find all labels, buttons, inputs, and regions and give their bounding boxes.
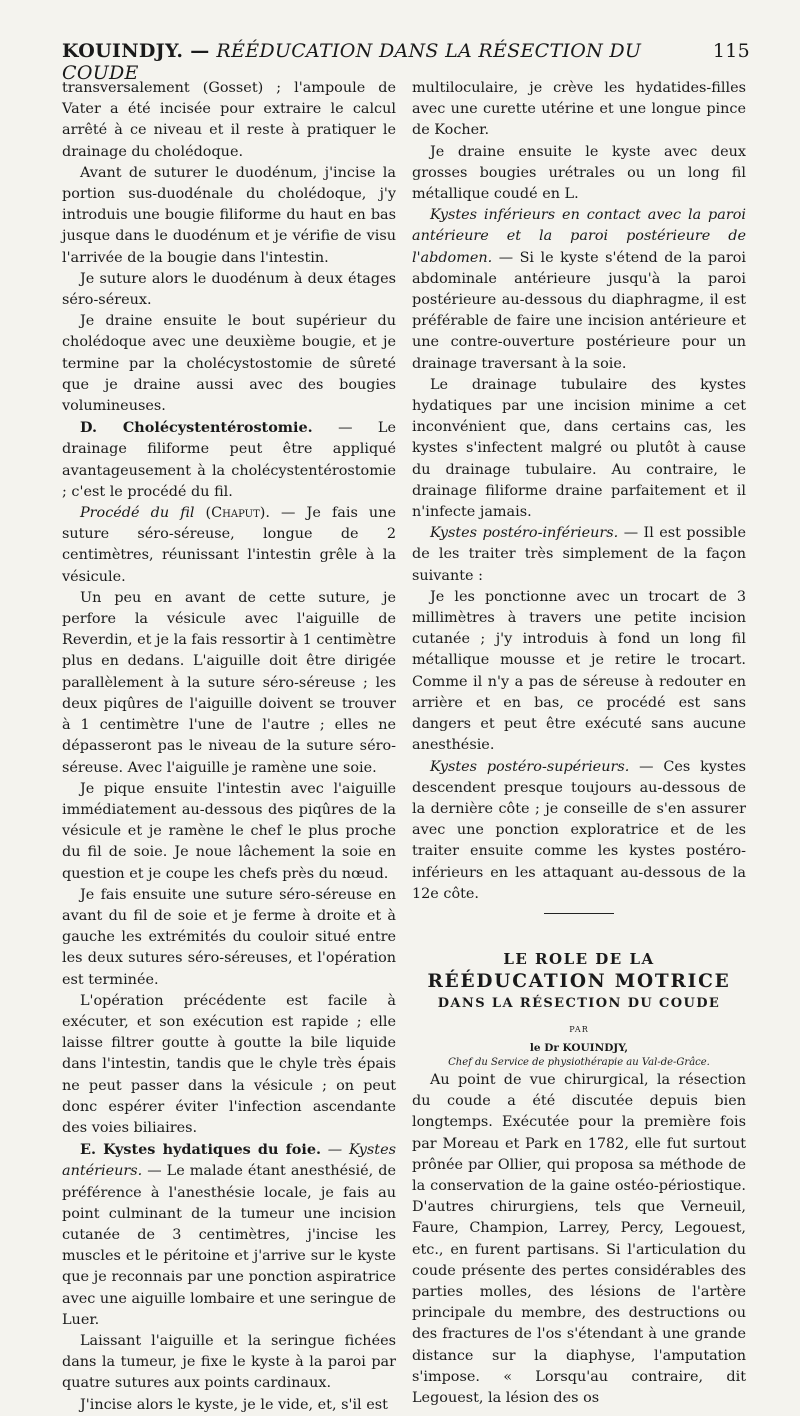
right-paragraph xyxy=(412,523,746,587)
left-paragraph xyxy=(62,503,396,588)
page-number: 115 xyxy=(712,40,750,62)
article-title-line2: RÉÉDUCATION MOTRICE xyxy=(427,970,731,992)
article-title-block xyxy=(412,948,746,1070)
left-paragraph xyxy=(62,1331,396,1395)
author-citation: (Chaput). xyxy=(205,505,270,522)
header-title: RÉÉDUCATION DANS LA RÉSECTION DU COUDE xyxy=(62,40,642,84)
right-paragraph xyxy=(412,142,746,206)
article-title-line1: LE ROLE DE LA xyxy=(503,949,655,968)
right-paragraph xyxy=(412,78,746,142)
paragraph-italic-lead: Kystes inférieurs en contact avec la paroi antérieure et la paroi postérieure de l'abdomen. xyxy=(412,207,746,266)
paragraph-text: Le drainage tubulaire des kystes hydatiques par une incision minime a cet inconvénient que, dans certains cas, les kystes s'infectent malgré ou plutôt à cause du drainage tubulaire. Au contraire, le drainage filiforme draine parfaitement et il n'infecte jamais. xyxy=(412,376,746,521)
paragraph-text: Je draine ensuite le kyste avec deux grosses bougies urétrales ou un long fil métallique coudé en L. xyxy=(412,143,746,203)
paragraph-text: — Si le kyste s'étend de la paroi abdominale antérieure jusqu'à la paroi postérieure au-dessous du diaphragme, il est préférable de faire une incision antérieure et une contre-ouverture postérieure pour un drainage traversant à la soie. xyxy=(412,249,746,372)
left-paragraph xyxy=(62,163,396,269)
paragraph-text: Je draine ensuite le bout supérieur du cholédoque avec une deuxième bougie, et je termine par la cholécystostomie de sûreté que je draine aussi avec des bougies volumineuses. xyxy=(62,313,396,415)
left-paragraph xyxy=(62,311,396,417)
section-heading: Kystes hydatiques du foie. xyxy=(103,1141,322,1159)
paragraph-text: Un peu en avant de cette suture, je perfore la vésicule avec l'aiguille de Reverdin, et je la fais ressortir à 1 centimètre plus en dedans. L'aiguille doit être dirigée parallèlement à la suture séro-séreuse ; les deux piqûres de l'aiguille doivent se trouver à 1 centimètre l'une de l'autre ; elles ne dépasseront pas le niveau de la suture séro-séreuse. Avec l'aiguille je ramène une soie. xyxy=(62,589,396,776)
paragraph-text: J'incise alors le kyste, je le vide, et, s'il est xyxy=(80,1396,388,1413)
paragraph-text: L'opération précédente est facile à exécuter, et son exécution est rapide ; elle laisse filtrer goutte à goutte la bile liquide dans l'intestin, tandis que le chyle très épais ne peut passer dans la vésicule ; on peut donc espérer éviter l'infection ascendante des voies biliaires. xyxy=(62,992,396,1136)
right-paragraph xyxy=(412,757,746,905)
paragraph-text: Je pique ensuite l'intestin avec l'aiguille immédiatement au-dessous des piqûres de la vésicule et je ramène le chef le plus proche du fil de soie. Je noue lâchement la soie en question et je coupe les chefs près du nœud. xyxy=(62,780,396,882)
paragraph-text: transversalement (Gosset) ; l'ampoule de Vater a été incisée pour extraire le calcul arrêté à ce niveau et il reste à pratiquer le drainage du cholédoque. xyxy=(62,80,396,160)
right-column xyxy=(412,78,746,1409)
paragraph-text: Laissant l'aiguille et la seringue fichées dans la tumeur, je fixe le kyste à la paroi par quatre sutures aux points cardinaux. xyxy=(62,1332,396,1392)
paragraph-text: — Je fais une suture séro-séreuse, longue de 2 centimètres, réunissant l'intestin grêle à la vésicule. xyxy=(62,505,396,585)
right-paragraph xyxy=(412,375,746,523)
paragraph-text: — Ces kystes descendent presque toujours au-dessous de la dernière côte ; je conseille de s'en assurer avec une ponction exploratrice et de les traiter ensuite comme les kystes postéro-inférieurs en les attaquant au-dessous de la 12e côte. xyxy=(412,758,746,902)
paragraph-text: Je fais ensuite une suture séro-séreuse en avant du fil de soie et je ferme à droite et à gauche les extrémités du couloir situé entre les deux sutures séro-séreuses, et l'opération est terminée. xyxy=(62,886,396,988)
section-letter: D. xyxy=(80,419,123,437)
paragraph-text: — Il est possible de les traiter très simplement de la façon suivante : xyxy=(412,525,746,584)
left-paragraph xyxy=(62,1395,396,1416)
right-paragraph xyxy=(412,587,746,757)
left-column xyxy=(62,78,396,1416)
article-par: PAR xyxy=(569,1024,589,1034)
right-column-paragraphs xyxy=(412,78,746,905)
left-paragraph xyxy=(62,885,396,991)
paragraph-text: — Le malade étant anesthésié, de préférence à l'anesthésie locale, je fais au point culminant de la tumeur une incision cutanée de 3 centimètres, j'incise les muscles et le péritoine et j'arrive sur le kyste que je reconnais par une ponction aspiratrice avec une aiguille lombaire et une seringue de Luer. xyxy=(62,1163,396,1328)
paragraph-text: multiloculaire, je crève les hydatides-filles avec une curette utérine et une longue pince de Kocher. xyxy=(412,80,746,139)
left-paragraph xyxy=(62,78,396,163)
paragraph-text: Avant de suturer le duodénum, j'incise la portion sus-duodénale du cholédoque, j'y introduis une bougie filiforme du haut en bas jusque dans le duodénum et je vérifie de visu l'arrivée de la bougie dans l'intestin. xyxy=(62,164,396,266)
article-author: le Dr KOUINDJY, xyxy=(529,1041,629,1054)
left-paragraph xyxy=(62,779,396,885)
left-paragraph xyxy=(62,269,396,311)
paragraph-italic-lead: Kystes postéro-inférieurs. xyxy=(430,525,619,542)
left-paragraph xyxy=(62,588,396,779)
section-heading: Cholécystentérostomie. xyxy=(122,419,313,437)
running-header xyxy=(62,40,750,84)
article-affiliation: Chef du Service de physiothérapie au Val-de-Grâce. xyxy=(448,1056,710,1068)
subsection-heading: — Kystes antérieurs. xyxy=(62,1142,396,1180)
left-paragraph xyxy=(62,417,396,503)
separator-rule xyxy=(544,913,614,914)
section-letter: E. xyxy=(80,1141,104,1159)
header-author: KOUINDJY. — xyxy=(62,40,210,62)
paragraph-italic-lead: Procédé du fil xyxy=(80,505,195,522)
article-body: Au point de vue chirurgical, la résection du coude a été discutée depuis bien longtemps. Exécutée pour la première fois par Moreau et Park en 1782, elle fut surtout prônée par Ollier, qui proposa sa méthode de la conservation de la gaine ostéo-périostique. D'autres chirurgiens, tels que Verneuil, Faure, Champion, Larrey, Percy, Legouest, etc., en furent partisans. Si l'articulation du coude présente des pertes considérables des parties molles, des lésions de l'artère principale du membre, des destructions ou des fractures de l'os s'étendant à une grande distance sur la diaphyse, l'amputation s'impose. « Lorsqu'au contraire, dit Legouest, la lésion des os xyxy=(412,1071,746,1406)
paragraph-text: Je suture alors le duodénum à deux étages séro-séreux. xyxy=(62,270,396,309)
left-paragraph xyxy=(62,991,396,1139)
paragraph-text: — Le drainage filiforme peut être appliqué avantageusement à la cholécystentérostomie ; c'est le procédé du fil. xyxy=(62,420,396,500)
left-paragraph xyxy=(62,1139,396,1331)
article-title-line3: DANS LA RÉSECTION DU COUDE xyxy=(437,995,721,1011)
paragraph-italic-lead: Kystes postéro-supérieurs. xyxy=(430,758,630,775)
right-paragraph xyxy=(412,205,746,375)
paragraph-text: Je les ponctionne avec un trocart de 3 millimètres à travers une petite incision cutanée ; j'y introduis à fond un long fil métallique mousse et je retire le trocart. Comme il n'y a pas de séreuse à redouter en arrière et en bas, ce procédé est sans dangers et peut être exécuté sans aucune anesthésie. xyxy=(412,588,746,754)
